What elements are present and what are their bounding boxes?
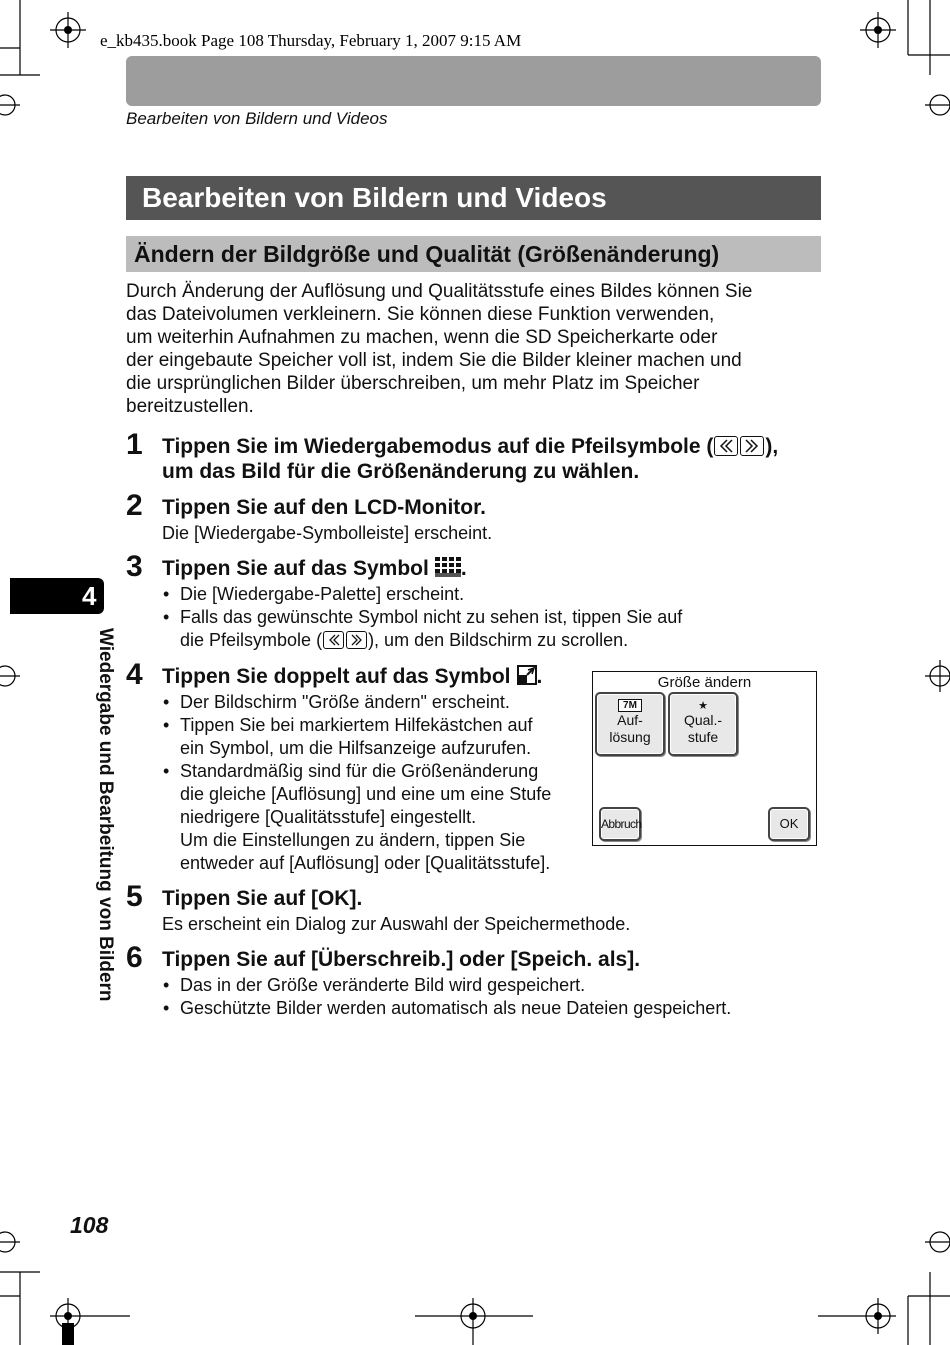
- chapter-tab: 4: [10, 578, 104, 614]
- intro-line: Durch Änderung der Auflösung und Qualitätsstufe eines Bildes können Sie: [126, 281, 753, 302]
- step-4-title: [162, 664, 542, 689]
- step-3-bullet-1: • Die [Wiedergabe-Palette] erscheint.: [163, 584, 465, 604]
- intro-line: die ursprünglichen Bilder überschreiben, um mehr Platz im Speicher: [126, 373, 700, 394]
- step-4-bullet-3-line4: Um die Einstellungen zu ändern, tippen Sie: [180, 830, 526, 850]
- quality-star-icon: ★: [698, 700, 708, 712]
- screen-title: Größe ändern: [657, 674, 752, 691]
- quality-label-1: Qual.-: [683, 712, 723, 728]
- step-5-title: Tippen Sie auf [OK].: [162, 887, 363, 910]
- step-4-bullet-2-line2: ein Symbol, um die Hilfsanzeige aufzurufen.: [180, 738, 532, 758]
- step-3-bullet-2-line2: die Pfeilsymbole ( ), um den Bildschirm zu scrollen.: [180, 630, 629, 650]
- step-1-title-text: Tippen Sie im Wiedergabemodus auf die Pfeilsymbole (: [162, 435, 714, 458]
- step-5-text: Es erscheint ein Dialog zur Auswahl der Speichermethode.: [162, 914, 631, 934]
- step-4-number: 4: [126, 658, 143, 691]
- intro-line: das Dateivolumen verkleinern. Sie können diese Funktion verwenden,: [126, 304, 715, 325]
- page-number: 108: [70, 1212, 109, 1238]
- chapter-tab-label: Wiedergabe und Bearbeitung von Bildern: [95, 628, 116, 1002]
- intro-line: um weiterhin Aufnahmen zu machen, wenn die SD Speicherkarte oder: [126, 327, 718, 348]
- resolution-7m-icon: 7M: [618, 699, 642, 712]
- step-2-text: Die [Wiedergabe-Symbolleiste] erscheint.: [162, 523, 493, 543]
- step-4-title-end: .: [536, 665, 543, 688]
- step-1-title-end: ),: [765, 435, 779, 458]
- resolution-label-1: Auf-: [617, 712, 643, 728]
- chapter-title: Bearbeiten von Bildern und Videos: [126, 176, 821, 220]
- step-6-title: Tippen Sie auf [Überschreib.] oder [Speich. als].: [162, 948, 641, 971]
- step-1-title-line2: um das Bild für die Größenänderung zu wählen.: [162, 460, 640, 483]
- step-3-title-text: Tippen Sie auf das Symbol: [162, 557, 429, 580]
- step-1-title: [162, 434, 778, 459]
- arrow-left-icon: [714, 436, 738, 456]
- quality-button: [668, 692, 738, 756]
- step-2-number: 2: [126, 489, 143, 522]
- resize-screen-illustration: [592, 671, 817, 846]
- header-bar: [126, 56, 821, 106]
- quality-label-2: stufe: [687, 729, 719, 745]
- step-4-bullet-1: • Der Bildschirm "Größe ändern" erscheint.: [163, 692, 510, 712]
- step-3-title-end: .: [460, 557, 467, 580]
- resolution-button: [595, 692, 665, 756]
- step-5-number: 5: [126, 880, 143, 913]
- step-4-bullet-3: • Standardmäßig sind für die Größenänderung: [163, 761, 539, 781]
- resolution-label-2: lösung: [609, 729, 651, 745]
- step-4-bullet-3-line2: die gleiche [Auflösung] und eine um eine Stufe: [180, 784, 552, 804]
- step-3-bullet-2: • Falls das gewünschte Symbol nicht zu sehen ist, tippen Sie auf: [163, 607, 683, 627]
- arrow-right-icon: [346, 631, 367, 649]
- intro-line: bereitzustellen.: [126, 396, 254, 417]
- step-4-title-text: Tippen Sie doppelt auf das Symbol: [162, 665, 511, 688]
- step-1-number: 1: [126, 428, 143, 461]
- section-title: Ändern der Bildgröße und Qualität (Größenänderung): [126, 236, 821, 272]
- running-head: Bearbeiten von Bildern und Videos: [126, 109, 388, 128]
- arrow-right-icon: [740, 436, 764, 456]
- step-6-bullet-1: • Das in der Größe veränderte Bild wird gespeichert.: [163, 975, 586, 995]
- ok-button: OK: [768, 807, 810, 841]
- step-2-title: Tippen Sie auf den LCD-Monitor.: [162, 496, 486, 519]
- step-4-bullet-3-line5: entweder auf [Auflösung] oder [Qualitätsstufe].: [180, 853, 551, 873]
- cancel-button: Abbruch: [599, 807, 641, 841]
- resize-icon: [517, 665, 537, 685]
- intro-line: der eingebaute Speicher voll ist, indem Sie die Bilder kleiner machen und: [126, 350, 742, 371]
- arrow-left-icon: [323, 631, 344, 649]
- step-6-number: 6: [126, 941, 143, 974]
- file-header: e_kb435.book Page 108 Thursday, February 1, 2007 9:15 AM: [100, 31, 522, 50]
- intro-paragraph: [126, 280, 826, 418]
- step-3-number: 3: [126, 550, 143, 583]
- step-4-bullet-2: • Tippen Sie bei markiertem Hilfekästchen auf: [163, 715, 533, 735]
- step-4-bullet-3-line3: niedrigere [Qualitätsstufe] eingestellt.: [180, 807, 477, 827]
- step-6-bullet-2: • Geschützte Bilder werden automatisch als neue Dateien gespeichert.: [163, 998, 732, 1018]
- step-3-title: [162, 556, 467, 581]
- palette-grid-icon: [435, 557, 461, 577]
